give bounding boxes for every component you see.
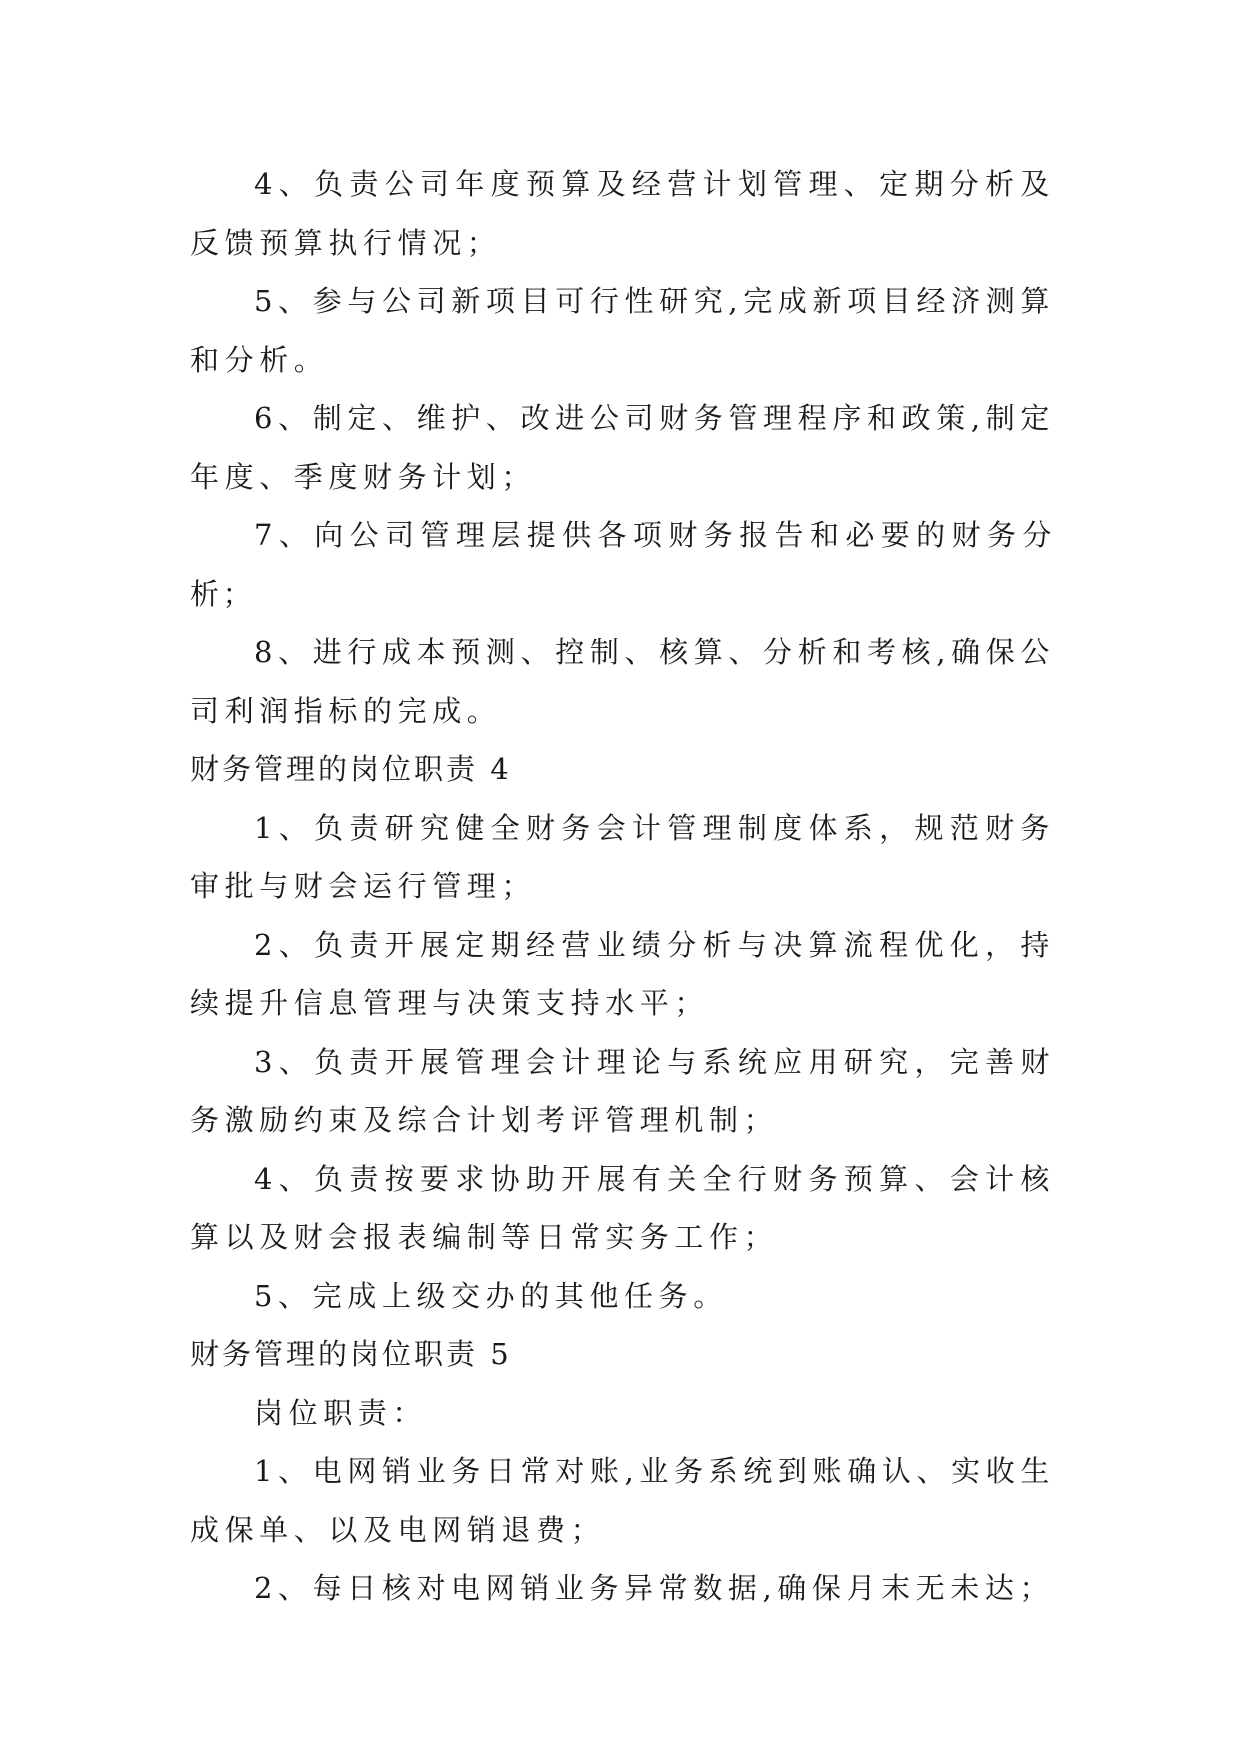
section-subheading: 岗位职责： [254, 1395, 428, 1430]
document-page [190, 155, 1055, 1618]
paragraph: 8、进行成本预测、控制、核算、分析和考核,确保公司利润指标的完成。 [190, 635, 1055, 728]
list-item: 1、负责研究健全财务会计管理制度体系，规范财务审批与财会运行管理； [190, 810, 1055, 903]
paragraph: 7、向公司管理层提供各项财务报告和必要的财务分析； [190, 518, 1055, 611]
list-item: 2、每日核对电网销业务异常数据,确保月末无未达； [254, 1571, 1055, 1605]
section-heading: 财务管理的岗位职责 4 [190, 752, 512, 786]
list-item: 4、负责按要求协助开展有关全行财务预算、会计核算以及财会报表编制等日常实务工作； [190, 1161, 1055, 1254]
paragraph: 4、负责公司年度预算及经营计划管理、定期分析及反馈预算执行情况； [190, 167, 1055, 260]
paragraph: 6、制定、维护、改进公司财务管理程序和政策,制定年度、季度财务计划； [190, 401, 1055, 494]
list-item: 1、电网销业务日常对账,业务系统到账确认、实收生成保单、以及电网销退费； [190, 1454, 1055, 1547]
section-heading: 财务管理的岗位职责 5 [190, 1337, 512, 1371]
list-item: 3、负责开展管理会计理论与系统应用研究，完善财务激励约束及综合计划考评管理机制； [190, 1044, 1055, 1137]
paragraph: 5、参与公司新项目可行性研究,完成新项目经济测算和分析。 [190, 284, 1055, 377]
list-item: 5、完成上级交办的其他任务。 [254, 1278, 728, 1313]
list-item: 2、负责开展定期经营业绩分析与决算流程优化，持续提升信息管理与决策支持水平； [190, 927, 1055, 1020]
